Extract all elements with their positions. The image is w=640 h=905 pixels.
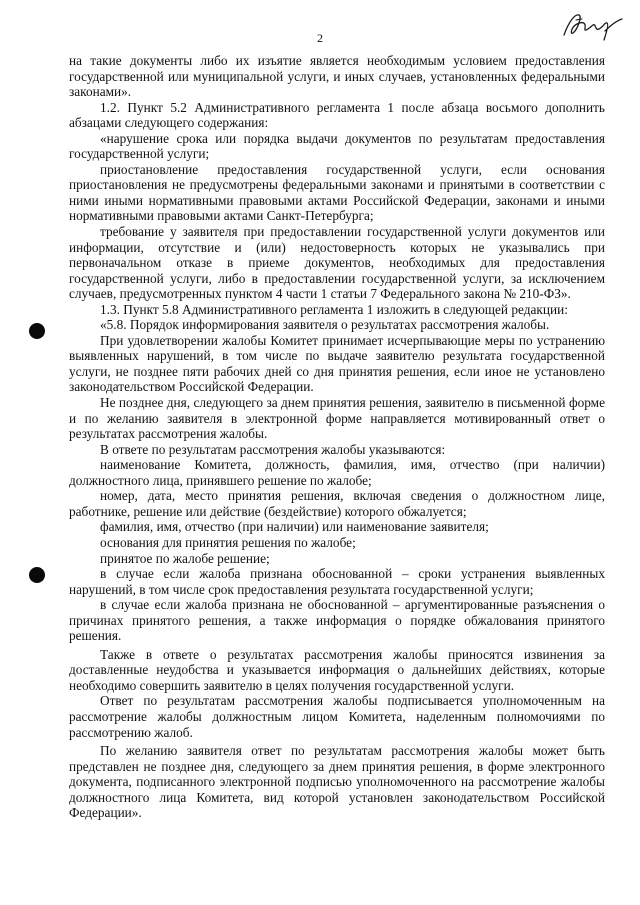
paragraph: 1.2. Пункт 5.2 Административного регламента 1 после абзаца восьмого дополнить абзацами следующего содержания:: [69, 99, 605, 131]
paragraph: Также в ответе о результатах рассмотрения жалобы приносятся извинения за доставленные неудобства и указывается информация о дальнейших действиях, которые необходимо совершить заявителю в целях получения государственной услуги.: [69, 646, 605, 693]
paragraph: основания для принятия решения по жалобе;: [100, 534, 356, 550]
paragraph: Ответ по результатам рассмотрения жалобы подписывается уполномоченным на рассмотрение жалобы должностным лицом Комитета, наделенным полномочиями по рассмотрению жалоб.: [69, 693, 605, 740]
paragraph: в случае если жалоба признана обоснованной – сроки устранения выявленных нарушений, в том числе срок предоставления результата государственной услуги;: [69, 566, 605, 597]
paragraph: При удовлетворении жалобы Комитет принимает исчерпывающие меры по устранению выявленных нарушений, в том числе по выдаче заявителю результата государственной услуги, не позднее пяти рабочих дней со дня принятия решения, если иное не установлено законодательством Российской Федерации.: [69, 332, 605, 395]
paragraph: «нарушение срока или порядка выдачи документов по результатам предоставления государственной услуги;: [69, 130, 605, 162]
paragraph: 1.3. Пункт 5.8 Административного регламента 1 изложить в следующей редакции:: [100, 301, 568, 317]
paragraph: фамилия, имя, отчество (при наличии) или наименование заявителя;: [100, 519, 489, 535]
document-body: [69, 53, 605, 821]
paragraph: Не позднее дня, следующего за днем принятия решения, заявителю в письменной форме и по желанию заявителя в электронной форме направляется мотивированный ответ о результатах рассмотрения жалобы.: [69, 395, 605, 442]
paragraph: наименование Комитета, должность, фамилия, имя, отчество (при наличии) должностного лица, принявшего решение по жалобе;: [69, 457, 605, 488]
paragraph: приостановление предоставления государственной услуги, если основания приостановления не предусмотрены федеральными законами и принятыми в соответствии с ними иными нормативными правовыми актами Российской Федерации, законами и иными нормативными правовыми актами Санкт-Петербурга;: [69, 161, 605, 224]
paragraph: требование у заявителя при предоставлении государственной услуги документов или информации, отсутствие и (или) недостоверность которых не указывались при первоначальном отказе в приеме документов, необходимых для предоставления государственной услуги, либо в предоставлении государственной услуги, за исключением случаев, предусмотренных пунктом 4 части 1 статьи 7 Федерального закона № 210-ФЗ».: [69, 224, 605, 302]
handwritten-signature: [560, 8, 624, 44]
paragraph: В ответе по результатам рассмотрения жалобы указываются:: [100, 441, 446, 457]
paragraph: По желанию заявителя ответ по результатам рассмотрения жалобы может быть представлен не позднее дня, следующего за днем принятия решения, в форме электронного документа, подписанного электронной подписью уполномоченного на рассмотрение жалобы должностного лица Комитета, вид которой установлен законодательством Российской Федерации».: [69, 743, 605, 821]
page-number: 2: [317, 31, 323, 45]
paragraph: на такие документы либо их изъятие является необходимым условием предоставления государственной или муниципальной услуги, и иных случаев, установленных федеральными законами».: [69, 53, 605, 100]
paragraph: в случае если жалоба признана не обоснованной – аргументированные разъяснения о причинах принятого решения, а также информация о порядке обжалования принятого решения.: [69, 597, 605, 644]
paragraph: «5.8. Порядок информирования заявителя о результатах рассмотрения жалобы.: [100, 317, 550, 333]
binder-hole-mark: [29, 567, 45, 583]
binder-hole-mark: [29, 323, 45, 339]
paragraph: принятое по жалобе решение;: [100, 550, 270, 566]
paragraph: номер, дата, место принятия решения, включая сведения о должностном лице, работнике, решение или действие (бездействие) которого обжалуется;: [69, 488, 605, 519]
